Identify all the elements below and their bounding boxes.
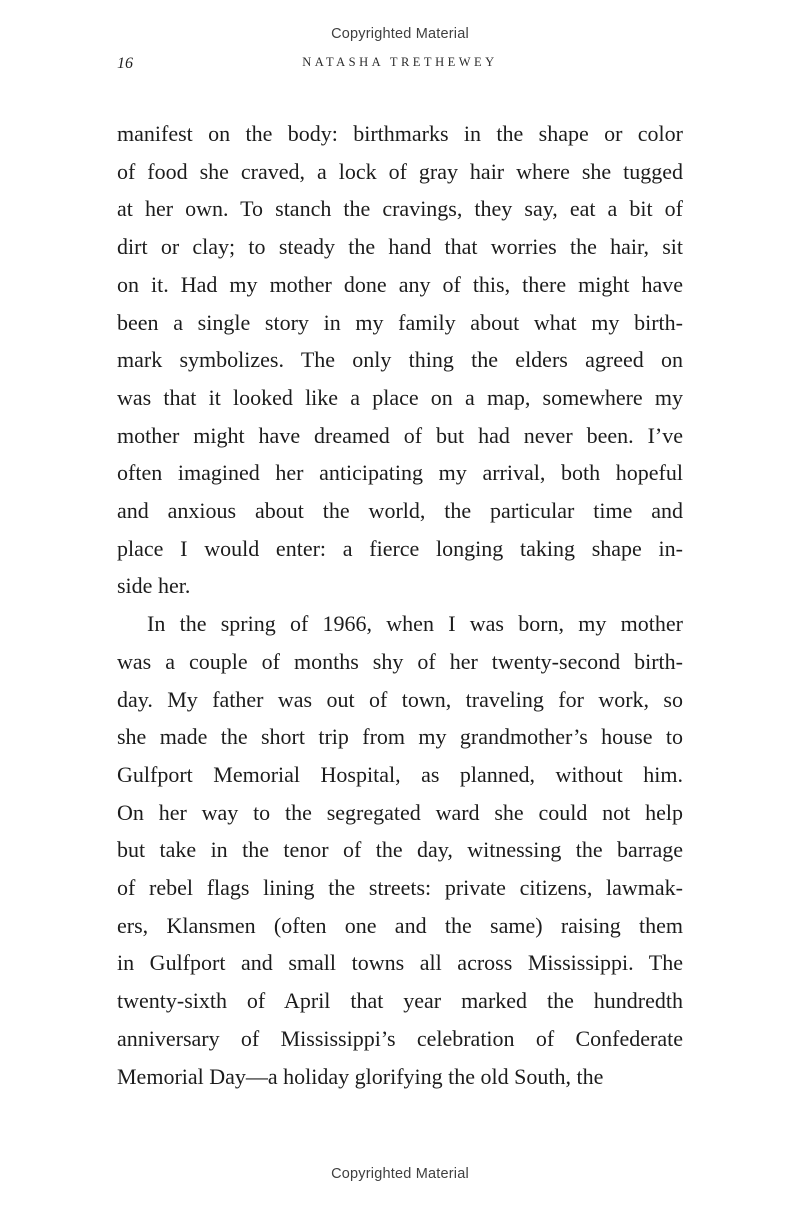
copyright-notice-bottom: Copyrighted Material (331, 1166, 469, 1182)
page-number: 16 (117, 55, 133, 72)
text-line: Memorial Day—a holiday glorifying the old South, the (117, 1063, 604, 1089)
text-line: and anxious about the world, the particular time and (117, 498, 683, 524)
text-line: she made the short trip from my grandmother’s house to (117, 724, 683, 750)
text-line: was that it looked like a place on a map, somewhere my (117, 384, 683, 410)
text-line: ers, Klansmen (often one and the same) raising them (117, 912, 683, 938)
running-header-author: NATASHA TRETHEWEY (302, 55, 498, 69)
text-line: of rebel flags lining the streets: private citizens, lawmak- (117, 875, 683, 901)
text-line: at her own. To stanch the cravings, they say, eat a bit of (117, 196, 683, 222)
text-line: On her way to the segregated ward she could not help (117, 799, 683, 825)
text-line: often imagined her anticipating my arrival, both hopeful (117, 460, 683, 486)
text-line: manifest on the body: birthmarks in the shape or color (117, 121, 683, 146)
text-line: mother might have dreamed of but had never been. I’ve (117, 422, 683, 448)
text-line: Gulfport Memorial Hospital, as planned, without him. (117, 761, 683, 787)
text-line: place I would enter: a fierce longing taking shape in- (117, 535, 683, 561)
text-line: but take in the tenor of the day, witnessing the barrage (117, 837, 683, 863)
page-header (117, 55, 683, 73)
text-line: side her. (117, 573, 191, 599)
text-line: was a couple of months shy of her twenty-second birth- (117, 648, 683, 674)
text-line: twenty-sixth of April that year marked the hundredth (117, 988, 683, 1014)
text-line: in Gulfport and small towns all across Mississippi. The (117, 950, 683, 976)
text-line: dirt or clay; to steady the hand that worries the hair, sit (117, 234, 683, 260)
copyright-notice-top: Copyrighted Material (331, 26, 469, 42)
body-text (117, 115, 683, 1095)
text-line: of food she craved, a lock of gray hair where she tugged (117, 158, 683, 184)
text-line: In the spring of 1966, when I was born, my mother (147, 611, 683, 637)
text-line: anniversary of Mississippi’s celebration of Confederate (117, 1025, 683, 1051)
text-line: mark symbolizes. The only thing the elders agreed on (117, 347, 683, 373)
text-line: been a single story in my family about what my birth- (117, 309, 683, 335)
text-line: on it. Had my mother done any of this, there might have (117, 271, 683, 297)
text-line: day. My father was out of town, traveling for work, so (117, 686, 683, 712)
